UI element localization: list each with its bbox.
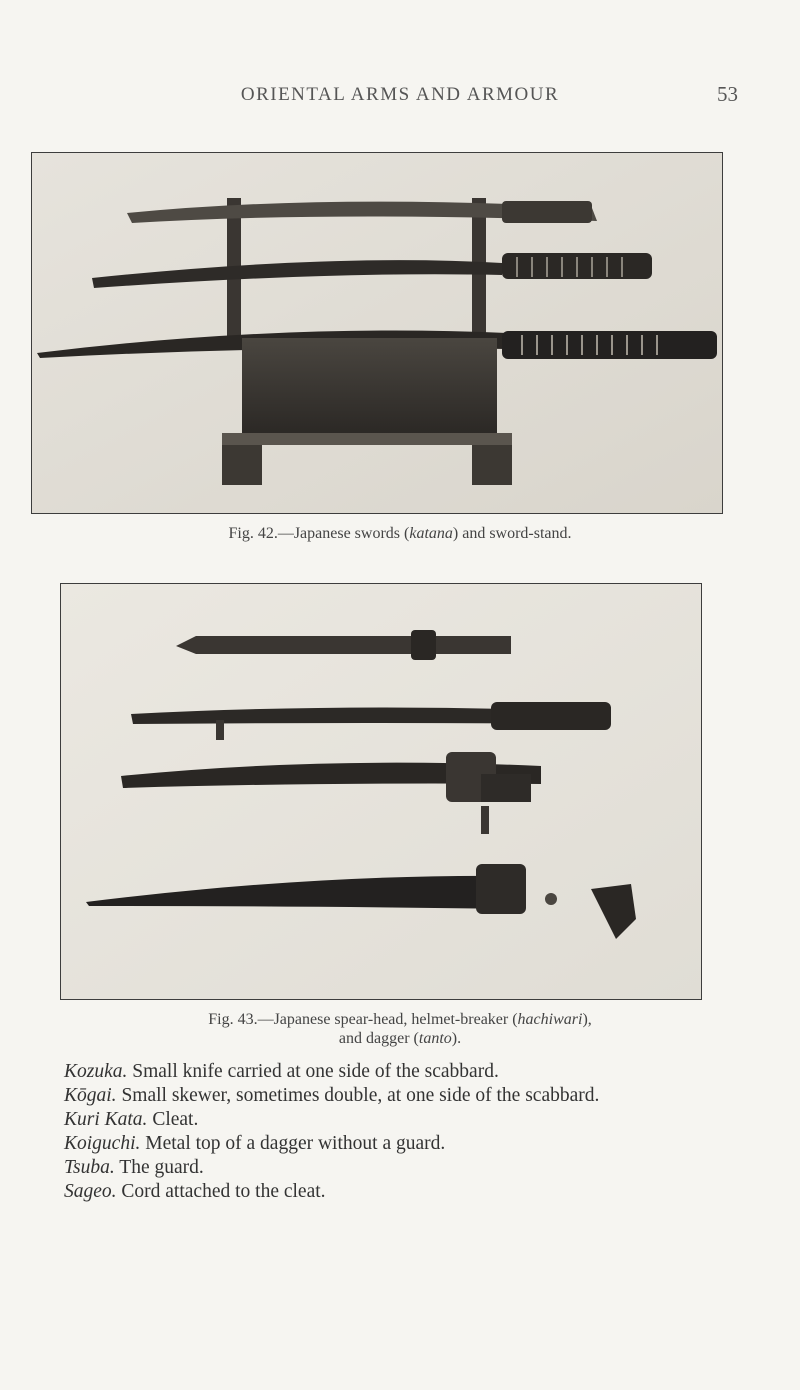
page-number: 53 [717,82,738,106]
running-title: ORIENTAL ARMS AND ARMOUR [240,84,560,105]
glossary-definition: Small knife carried at one side of the scabbard. [127,1061,499,1082]
glossary-term: Sageo. [64,1181,117,1202]
figure-43-photo [60,583,702,1000]
caption-text: ). [451,1030,462,1047]
caption-line-1 [0,1010,800,1029]
caption-text: Fig. 42.—Japanese swords ( [228,525,410,542]
glossary-definition: Metal top of a dagger without a guard. [140,1133,446,1154]
figure-43-caption [0,1010,800,1048]
glossary-term: Tsuba. [64,1157,115,1178]
figure-42-caption [0,524,800,543]
running-head [0,80,800,110]
katana-stand-illustration [32,153,722,513]
caption-term: katana [409,525,453,542]
glossary-entry [52,1180,772,1204]
glossary-entry [52,1108,772,1132]
caption-text: and dagger ( [338,1030,419,1047]
glossary-entry [52,1156,772,1180]
glossary-definition: Cord attached to the cleat. [116,1181,326,1202]
glossary-term: Kōgai. [64,1085,117,1106]
stand-base [242,338,497,438]
glossary-term: Kozuka. [64,1061,128,1082]
glossary [52,1060,772,1204]
caption-line-2 [0,1029,800,1048]
caption-text: ), [582,1011,592,1028]
glossary-definition: Cleat. [147,1109,199,1130]
glossary-term: Kuri Kata. [64,1109,148,1130]
glossary-definition: Small skewer, sometimes double, at one side of the scabbard. [116,1085,600,1106]
caption-term: hachiwari [517,1011,583,1028]
glossary-entry [52,1060,772,1084]
glossary-term: Koiguchi. [64,1133,141,1154]
caption-text: Fig. 43.—Japanese spear-head, helmet-breaker ( [208,1011,518,1028]
glossary-entry [52,1084,772,1108]
caption-term: tanto [418,1030,452,1047]
figure-42-photo [31,152,723,514]
spear-head [176,636,511,654]
spear-helmet-breaker-dagger-illustration [61,584,701,999]
caption-text: ) and sword-stand. [452,525,572,542]
glossary-entry [52,1132,772,1156]
glossary-definition: The guard. [114,1157,204,1178]
